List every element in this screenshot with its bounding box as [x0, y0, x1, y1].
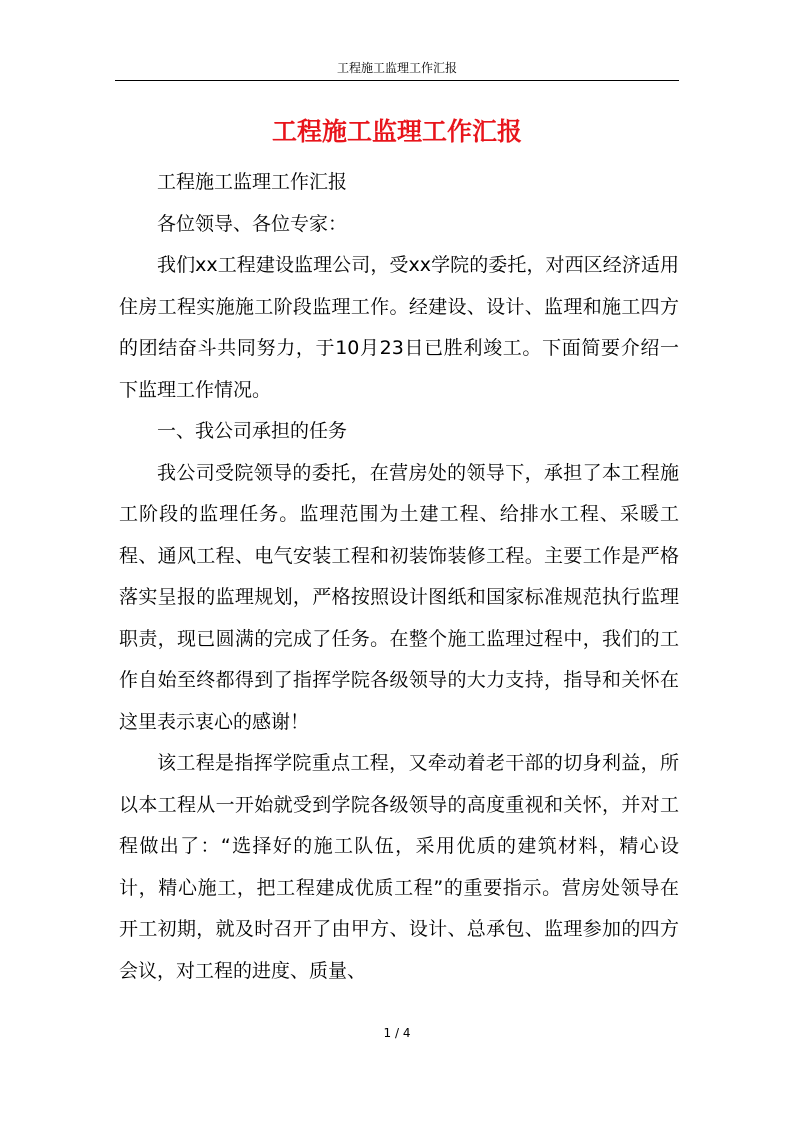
- document-title: 工程施工监理工作汇报: [271, 117, 522, 146]
- paragraph-introduction: 我们xx工程建设监理公司，受xx学院的委托，对西区经济适用住房工程实施施工阶段监理工作。经建设、设计、监理和施工四方的团结奋斗共同努力，于10月23日已胜利竣工。下面简要介绍一下监理工作情况。: [119, 254, 679, 401]
- paragraph-tasks: 我公司受院领导的委托，在营房处的领导下，承担了本工程施工阶段的监理任务。监理范围为土建工程、给排水工程、采暖工程、通风工程、电气安装工程和初装饰装修工程。主要工作是严格落实呈报的监理规划，严格按照设计图纸和国家标准规范执行监理职责，现已圆满的完成了任务。在整个施工监理过程中，我们的工作自始至终都得到了指挥学院各级领导的大力支持，指导和关怀在这里表示衷心的感谢！: [119, 461, 679, 733]
- document-body: [119, 162, 679, 992]
- paragraph-salutation: 各位领导、各位专家：: [157, 212, 348, 235]
- page-number: 1 / 4: [383, 1026, 411, 1040]
- section-heading: 一、我公司承担的任务: [157, 420, 348, 442]
- header-divider: [115, 80, 679, 81]
- paragraph-subtitle: 工程施工监理工作汇报: [157, 171, 348, 193]
- paragraph-importance: 该工程是指挥学院重点工程，又牵动着老干部的切身利益，所以本工程从一开始就受到学院各级领导的高度重视和关怀，并对工程做出了：“选择好的施工队伍，采用优质的建筑材料，精心设计，精心施工，把工程建成优质工程”的重要指示。营房处领导在开工初期，就及时召开了由甲方、设计、总承包、监理参加的四方会议，对工程的进度、质量、: [119, 752, 679, 982]
- running-header: 工程施工监理工作汇报: [336, 61, 457, 75]
